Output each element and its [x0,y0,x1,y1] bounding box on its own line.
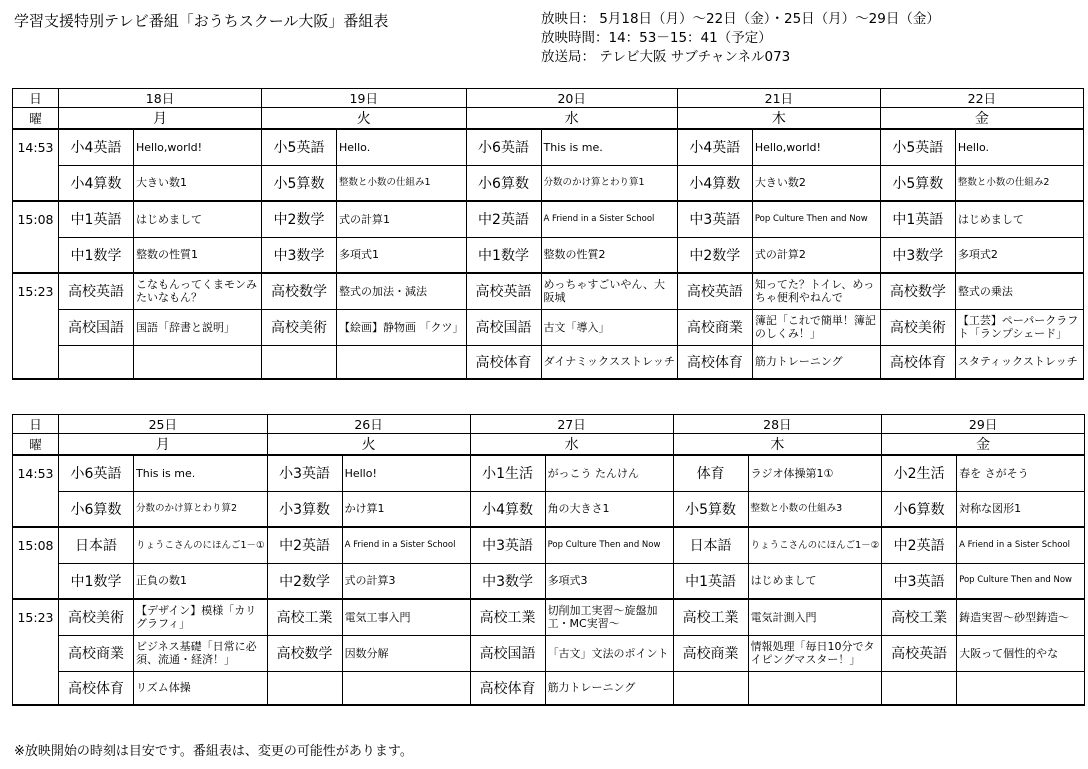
schedule-row [13,129,1084,165]
program-cell: 式の計算2 [752,237,880,273]
subject-cell: 小6英語 [466,129,541,165]
date-header-row [13,89,1084,108]
program-cell: 知ってた？トイレ、めっちゃ便利やねんで [752,273,880,309]
program-cell [342,671,470,705]
program-cell: This is me. [541,129,677,165]
weekday-header: 月 [59,434,268,456]
subject-cell: 中2英語 [882,527,957,563]
program-cell: 国語「辞書と説明」 [134,309,262,345]
time-slot: 15:08 [13,527,59,599]
program-cell: 切削加工実習～旋盤加工・MC実習～ [545,599,673,635]
program-cell: 春を さがそう [957,455,1085,491]
subject-cell: 高校英語 [882,635,957,671]
weekday-header: 水 [470,434,673,456]
program-cell: ラジオ体操第1① [748,455,882,491]
date-header: 19日 [262,89,467,108]
date-header: 27日 [470,415,673,434]
schedule-row [13,273,1084,309]
program-cell: Hello,world! [134,129,262,165]
program-cell: 整数の性質2 [541,237,677,273]
subject-cell: 小4英語 [59,129,134,165]
weekday-header: 火 [267,434,470,456]
program-cell: 【絵画】静物画 「クツ」 [337,309,467,345]
program-cell: Pop Culture Then and Now [752,201,880,237]
program-cell: A Friend in a Sister School [342,527,470,563]
program-cell: 鋳造実習～砂型鋳造～ [957,599,1085,635]
program-cell: 【デザイン】模様「カリグラフィ」 [134,599,268,635]
subject-cell: 高校美術 [59,599,134,635]
subject-cell: 中1英語 [673,563,748,599]
program-cell: ダイナミックスストレッチ [541,345,677,379]
program-cell: はじめまして [955,201,1083,237]
weekday-header: 金 [880,108,1083,130]
weekday-header: 木 [677,108,880,130]
date-header: 29日 [882,415,1085,434]
subject-cell: 高校体育 [470,671,545,705]
subject-cell: 中2英語 [466,201,541,237]
subject-cell: 中1英語 [59,201,134,237]
subject-cell: 中3英語 [470,527,545,563]
program-cell: 電気工事入門 [342,599,470,635]
program-cell: 電気計測入門 [748,599,882,635]
day-label: 日 [13,415,59,434]
program-cell: 「古文」文法のポイント [545,635,673,671]
weekday-label: 曜 [13,108,59,130]
program-cell: リズム体操 [134,671,268,705]
program-cell: Hello! [342,455,470,491]
program-cell: Hello,world! [752,129,880,165]
schedule-row [13,165,1084,201]
time-slot: 15:23 [13,599,59,705]
weekday-header-row [13,108,1084,130]
program-cell [337,345,467,379]
subject-cell: 高校体育 [880,345,955,379]
program-cell: Hello. [337,129,467,165]
date-header: 26日 [267,415,470,434]
schedule-row [13,309,1084,345]
program-cell: 正負の数1 [134,563,268,599]
program-cell: 因数分解 [342,635,470,671]
program-cell: スタティックストレッチ [955,345,1083,379]
program-cell: りょうこさんのにほんご1－② [748,527,882,563]
subject-cell: 高校商業 [677,309,752,345]
program-cell: Pop Culture Then and Now [957,563,1085,599]
subject-cell: 小1生活 [470,455,545,491]
schedule-row [13,455,1085,491]
subject-cell: 小5英語 [262,129,337,165]
broadcast-info [541,10,940,67]
subject-cell: 中1数学 [59,237,134,273]
program-cell: 【工芸】ペーパークラフト「ランプシェード」 [955,309,1083,345]
subject-cell: 中3英語 [677,201,752,237]
subject-cell: 小4算数 [470,491,545,527]
weekday-header-row [13,434,1085,456]
schedule-row [13,527,1085,563]
schedule-table-week-2 [12,414,1085,706]
program-cell: 角の大きさ1 [545,491,673,527]
subject-cell: 高校美術 [262,309,337,345]
page-title: 学習支援特別テレビ番組「おうちスクール大阪」番組表 [14,12,389,30]
broadcast-station: 放送局： テレビ大阪 サブチャンネル073 [541,49,791,65]
date-header: 21日 [677,89,880,108]
schedule-row [13,671,1085,705]
subject-cell: 高校体育 [466,345,541,379]
date-header: 20日 [466,89,677,108]
date-header: 18日 [59,89,262,108]
weekday-header: 木 [673,434,882,456]
schedule-row [13,563,1085,599]
weekday-header: 火 [262,108,467,130]
subject-cell [59,345,134,379]
subject-cell: 高校国語 [59,309,134,345]
subject-cell: 中3数学 [262,237,337,273]
subject-cell: 中3英語 [882,563,957,599]
schedule-row [13,635,1085,671]
subject-cell: 小3英語 [267,455,342,491]
program-cell: ビジネス基礎「日常に必須、流通・経済！」 [134,635,268,671]
subject-cell: 小5算数 [673,491,748,527]
program-cell: 整数と小数の仕組み2 [955,165,1083,201]
subject-cell: 中1英語 [880,201,955,237]
subject-cell: 高校商業 [673,635,748,671]
schedule-row [13,491,1085,527]
program-cell: Pop Culture Then and Now [545,527,673,563]
program-cell: がっこう たんけん [545,455,673,491]
program-cell: かけ算1 [342,491,470,527]
program-cell: 式の計算3 [342,563,470,599]
day-label: 日 [13,89,59,108]
time-slot: 14:53 [13,455,59,527]
schedule-row [13,599,1085,635]
program-cell: 式の計算1 [337,201,467,237]
program-cell: 筋力トレーニング [545,671,673,705]
program-cell: 情報処理「毎日10分でタイピングマスター！」 [748,635,882,671]
subject-cell: 高校工業 [470,599,545,635]
subject-cell: 高校工業 [882,599,957,635]
program-cell: 筋力トレーニング [752,345,880,379]
subject-cell: 高校数学 [880,273,955,309]
weekday-header: 月 [59,108,262,130]
date-header: 28日 [673,415,882,434]
subject-cell: 高校国語 [466,309,541,345]
subject-cell: 中1数学 [466,237,541,273]
program-cell: 分数のかけ算とわり算1 [541,165,677,201]
subject-cell: 高校国語 [470,635,545,671]
program-cell: こなもんってくまモンみたいなもん？ [134,273,262,309]
subject-cell [882,671,957,705]
broadcast-dates: 放映日： 5月18日（月）～22日（金）・25日（月）～29日（金） [541,11,940,27]
weekday-header: 水 [466,108,677,130]
program-cell: 整式の乗法 [955,273,1083,309]
subject-cell: 高校体育 [677,345,752,379]
program-cell [134,345,262,379]
program-cell: A Friend in a Sister School [541,201,677,237]
subject-cell: 小5算数 [262,165,337,201]
subject-cell: 高校英語 [677,273,752,309]
subject-cell: 小3算数 [267,491,342,527]
subject-cell: 小6算数 [466,165,541,201]
program-cell: 整数と小数の仕組み1 [337,165,467,201]
weekday-label: 曜 [13,434,59,456]
schedule-table-week-1 [12,88,1084,380]
subject-cell: 小5算数 [880,165,955,201]
time-slot: 14:53 [13,129,59,201]
subject-cell: 小6英語 [59,455,134,491]
subject-cell: 中2数学 [677,237,752,273]
program-cell: 簿記「これで簡単！簿記のしくみ！」 [752,309,880,345]
subject-cell: 高校美術 [880,309,955,345]
subject-cell: 中2数学 [267,563,342,599]
program-cell: めっちゃすごいやん、大阪城 [541,273,677,309]
subject-cell: 小2生活 [882,455,957,491]
program-cell [748,671,882,705]
date-header: 25日 [59,415,268,434]
subject-cell: 中3数学 [470,563,545,599]
date-header-row [13,415,1085,434]
subject-cell [267,671,342,705]
subject-cell: 中2英語 [267,527,342,563]
subject-cell: 中3数学 [880,237,955,273]
program-cell: はじめまして [134,201,262,237]
program-cell: 大きい数1 [134,165,262,201]
program-cell: 多項式3 [545,563,673,599]
subject-cell: 高校英語 [59,273,134,309]
subject-cell: 高校数学 [267,635,342,671]
schedule-row [13,201,1084,237]
program-cell [957,671,1085,705]
program-cell: 整式の加法・減法 [337,273,467,309]
program-cell: 古文「導入」 [541,309,677,345]
program-cell: Hello. [955,129,1083,165]
subject-cell: 中2数学 [262,201,337,237]
program-cell: はじめまして [748,563,882,599]
subject-cell: 小6算数 [882,491,957,527]
program-cell: 大きい数2 [752,165,880,201]
program-cell: 多項式1 [337,237,467,273]
subject-cell: 高校数学 [262,273,337,309]
subject-cell: 体育 [673,455,748,491]
subject-cell [262,345,337,379]
program-cell: 整数の性質1 [134,237,262,273]
subject-cell: 日本語 [59,527,134,563]
subject-cell: 高校英語 [466,273,541,309]
subject-cell: 小5英語 [880,129,955,165]
subject-cell: 中1数学 [59,563,134,599]
footnote: ※放映開始の時刻は目安です。番組表は、変更の可能性があります。 [14,744,413,759]
weekday-header: 金 [882,434,1085,456]
program-cell: 分数のかけ算とわり算2 [134,491,268,527]
time-slot: 15:08 [13,201,59,273]
program-cell: 大阪って個性的やな [957,635,1085,671]
program-cell: りょうこさんのにほんご1－① [134,527,268,563]
broadcast-time: 放映時間：14：53－15：41（予定） [541,30,772,46]
subject-cell: 高校工業 [673,599,748,635]
time-slot: 15:23 [13,273,59,379]
program-cell: A Friend in a Sister School [957,527,1085,563]
date-header: 22日 [880,89,1083,108]
program-cell: 対称な図形1 [957,491,1085,527]
subject-cell: 高校体育 [59,671,134,705]
program-cell: 多項式2 [955,237,1083,273]
schedule-row [13,237,1084,273]
schedule-row [13,345,1084,379]
subject-cell [673,671,748,705]
subject-cell: 小4算数 [59,165,134,201]
program-cell: This is me. [134,455,268,491]
program-cell: 整数と小数の仕組み3 [748,491,882,527]
subject-cell: 小4算数 [677,165,752,201]
subject-cell: 日本語 [673,527,748,563]
subject-cell: 小4英語 [677,129,752,165]
subject-cell: 高校工業 [267,599,342,635]
subject-cell: 小6算数 [59,491,134,527]
subject-cell: 高校商業 [59,635,134,671]
